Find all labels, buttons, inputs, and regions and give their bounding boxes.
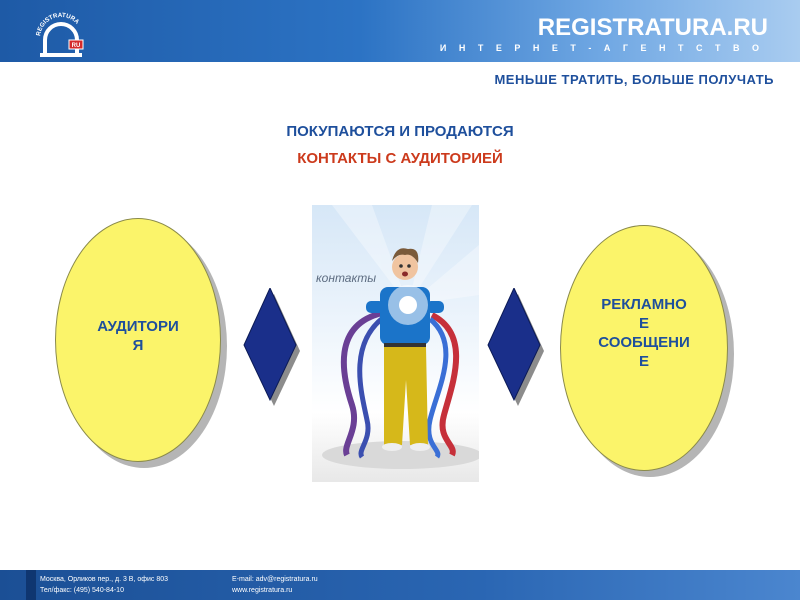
ad-message-line4: Е — [638, 353, 649, 370]
title-line-1: ПОКУПАЮТСЯ И ПРОДАЮТСЯ — [286, 123, 514, 140]
header-bar — [0, 0, 800, 62]
footer-email[interactable]: E-mail: adv@registratura.ru — [232, 576, 318, 583]
audience-label-line2: Я — [132, 337, 144, 354]
right-diamond — [484, 288, 546, 406]
man-with-cables-illustration — [312, 205, 479, 482]
footer-address: Москва, Орликов пер., д. 3 В, офис 803 — [40, 576, 169, 583]
audience-label-line1: АУДИТОРИ — [97, 318, 179, 335]
left-diamond — [240, 288, 302, 406]
title-line-2: КОНТАКТЫ С АУДИТОРИЕЙ — [297, 150, 503, 167]
ad-message-label — [584, 295, 704, 371]
ad-message-line2: Е — [638, 315, 649, 332]
footer-phone: Тел/факс: (495) 540-84-10 — [40, 587, 124, 594]
ad-message-line3: СООБЩЕНИ — [598, 334, 690, 351]
ad-message-ellipse — [560, 225, 728, 471]
contacts-photo — [312, 205, 479, 482]
footer-website[interactable]: www.registratura.ru — [232, 587, 293, 594]
brand-subtitle: И Н Т Е Р Н Е Т - А Г Е Н Т С Т В О — [439, 43, 764, 53]
registratura-logo — [32, 4, 90, 62]
audience-ellipse — [55, 218, 221, 462]
logo-arc-text: REGISTRATURA — [35, 11, 81, 37]
footer-bar — [0, 570, 800, 600]
slogan: МЕНЬШЕ ТРАТИТЬ, БОЛЬШЕ ПОЛУЧАТЬ — [494, 72, 774, 87]
brand-title: REGISTRATURA.RU — [537, 14, 768, 41]
logo-badge: RU — [71, 43, 81, 49]
footer-accent-strip — [26, 570, 36, 600]
audience-label — [83, 317, 193, 355]
ad-message-line1: РЕКЛАМНО — [601, 296, 687, 313]
contacts-label: контакты — [316, 271, 377, 285]
